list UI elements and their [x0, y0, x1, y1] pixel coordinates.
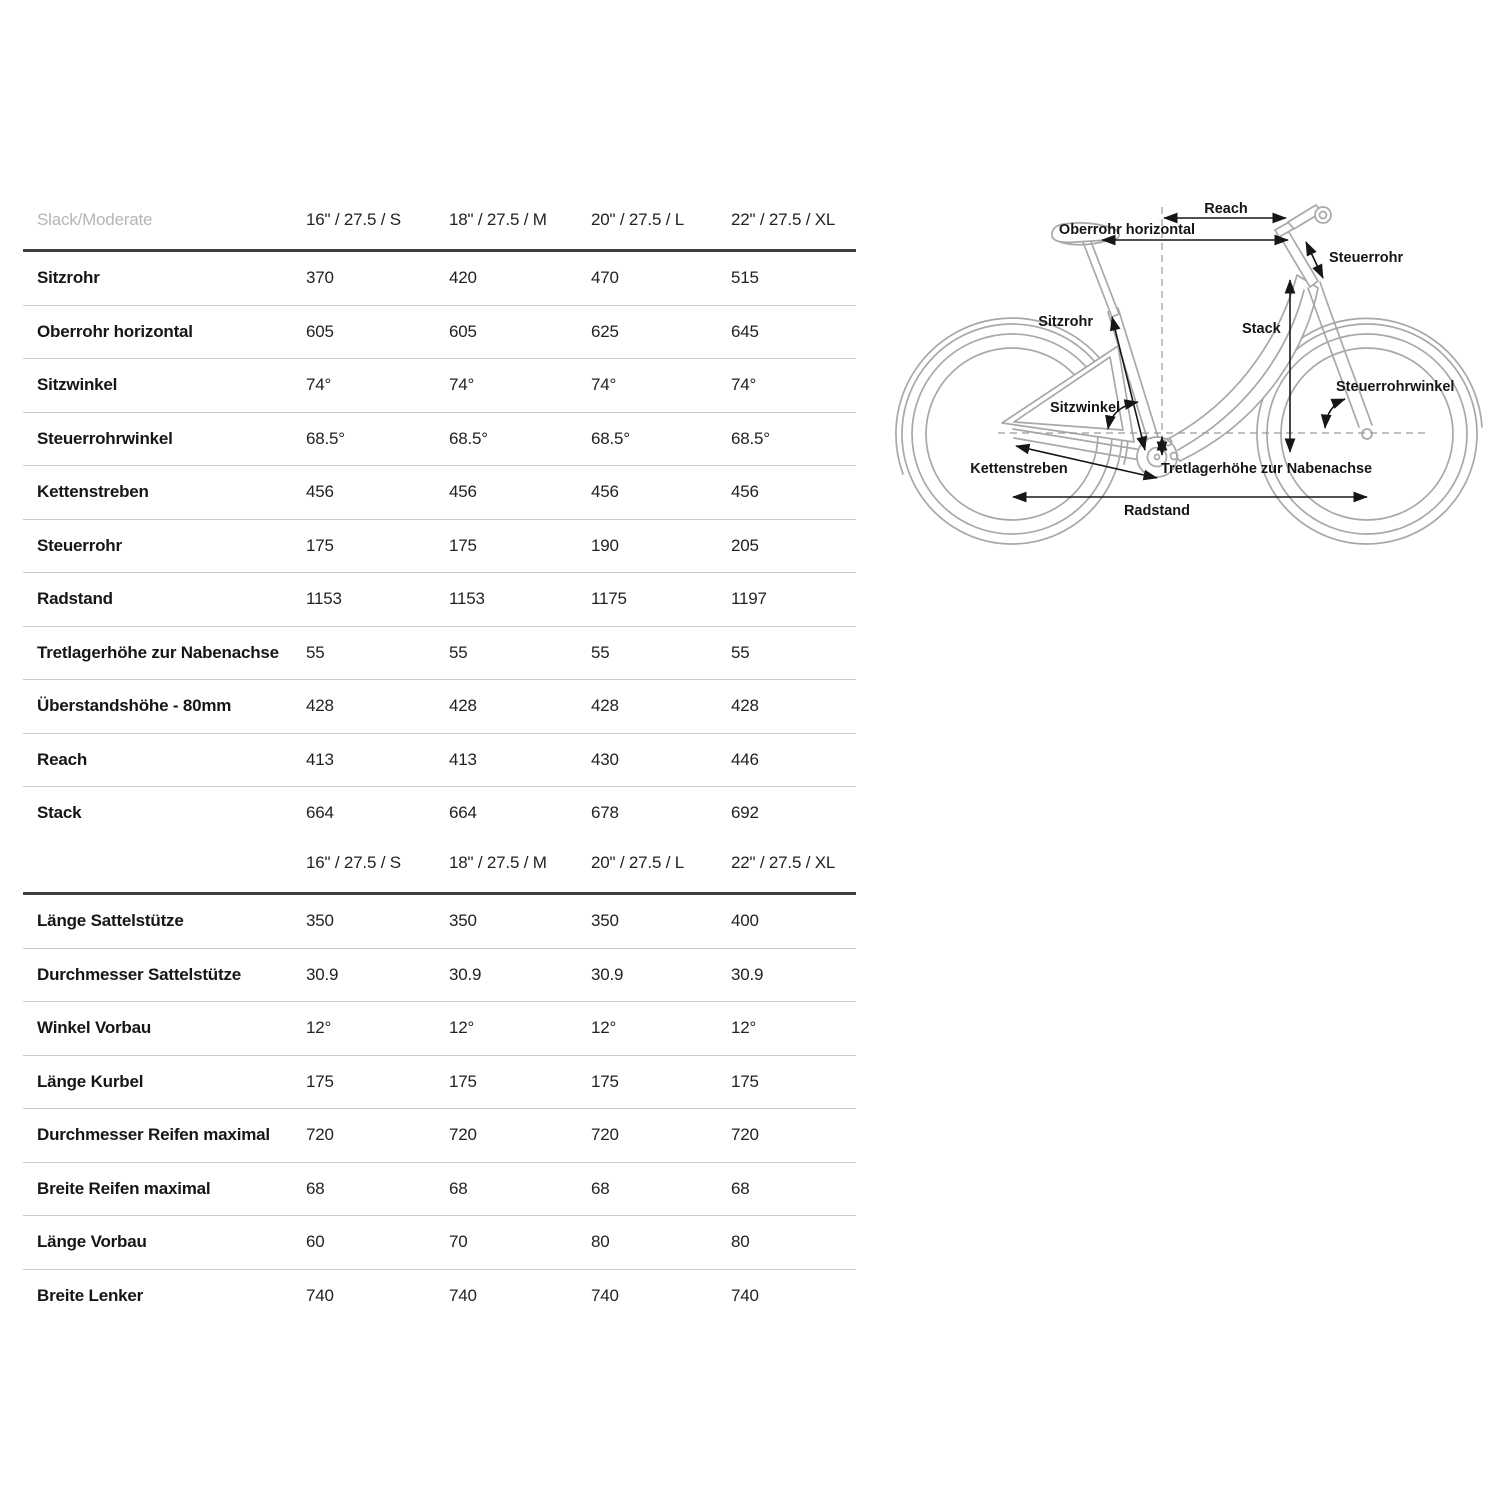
cell-value: 55 — [591, 642, 610, 662]
cell-value: 68.5° — [306, 428, 345, 448]
cell-value: 428 — [731, 696, 759, 716]
table-row — [23, 1163, 856, 1217]
cell-value: 1153 — [449, 589, 485, 609]
cell-value: 70 — [449, 1232, 468, 1252]
column-header: 18" / 27.5 / M — [449, 852, 547, 872]
diagram-label-steuerrohrwinkel: Steuerrohrwinkel — [1336, 379, 1455, 395]
column-header: 22" / 27.5 / XL — [731, 852, 836, 872]
cell-value: 205 — [731, 535, 759, 555]
cell-value: 605 — [449, 321, 477, 341]
row-label: Winkel Vorbau — [37, 1018, 152, 1038]
cell-value: 74° — [591, 375, 617, 395]
cell-value: 30.9 — [449, 964, 482, 984]
cell-value: 1153 — [306, 589, 342, 609]
cell-value: 1175 — [591, 589, 627, 609]
row-label: Reach — [37, 749, 88, 769]
cell-value: 30.9 — [591, 964, 624, 984]
cell-value: 12° — [306, 1018, 332, 1038]
cell-value: 55 — [449, 642, 468, 662]
cell-value: 74° — [449, 375, 475, 395]
table-row — [23, 680, 856, 734]
row-label: Länge Vorbau — [37, 1232, 147, 1252]
row-label: Radstand — [37, 589, 113, 609]
cell-value: 664 — [449, 803, 477, 823]
cell-value: 400 — [731, 911, 759, 931]
cell-value: 175 — [449, 1071, 477, 1091]
cell-value: 68.5° — [731, 428, 770, 448]
cell-value: 175 — [591, 1071, 619, 1091]
row-label: Steuerrohrwinkel — [37, 428, 173, 448]
cell-value: 68 — [731, 1178, 750, 1198]
cell-value: 68 — [591, 1178, 610, 1198]
row-label: Sitzrohr — [37, 268, 100, 288]
cell-value: 55 — [306, 642, 325, 662]
row-label: Überstandshöhe - 80mm — [37, 696, 232, 716]
table-row — [23, 466, 856, 520]
cell-value: 446 — [731, 749, 759, 769]
row-label: Kettenstreben — [37, 482, 149, 502]
table-row — [23, 1270, 856, 1323]
bike-geometry-diagram — [880, 180, 1500, 580]
cell-value: 175 — [306, 535, 334, 555]
table-row — [23, 787, 856, 840]
cell-value: 350 — [306, 911, 334, 931]
diagram-label-sitzwinkel: Sitzwinkel — [1049, 400, 1121, 416]
row-label: Oberrohr horizontal — [37, 321, 193, 341]
cell-value: 68.5° — [449, 428, 488, 448]
cell-value: 68.5° — [591, 428, 630, 448]
column-header: 20" / 27.5 / L — [591, 852, 685, 872]
row-label: Steuerrohr — [37, 535, 122, 555]
diagram-label-oberrohr: Oberrohr horizontal — [1058, 222, 1196, 238]
cell-value: 456 — [449, 482, 477, 502]
table-header-row — [23, 833, 856, 895]
cell-value: 413 — [306, 749, 334, 769]
row-label: Tretlagerhöhe zur Nabenachse — [37, 642, 279, 662]
cell-value: 740 — [306, 1285, 334, 1305]
cell-value: 55 — [731, 642, 750, 662]
cell-value: 68 — [306, 1178, 325, 1198]
diagram-label-steuerrohr: Steuerrohr — [1329, 250, 1404, 266]
cell-value: 645 — [731, 321, 759, 341]
cell-value: 413 — [449, 749, 477, 769]
row-label: Sitzwinkel — [37, 375, 118, 395]
cell-value: 74° — [731, 375, 757, 395]
table-row — [23, 1002, 856, 1056]
cell-value: 430 — [591, 749, 619, 769]
table-row — [23, 627, 856, 681]
header-corner-label: Slack/Moderate — [37, 209, 153, 229]
row-label: Breite Lenker — [37, 1285, 144, 1305]
cell-value: 80 — [591, 1232, 610, 1252]
cell-value: 428 — [591, 696, 619, 716]
row-label: Länge Kurbel — [37, 1071, 144, 1091]
cell-value: 12° — [449, 1018, 475, 1038]
row-label: Länge Sattelstütze — [37, 911, 184, 931]
cell-value: 456 — [306, 482, 334, 502]
table-row — [23, 359, 856, 413]
diagram-label-kettenstreben: Kettenstreben — [970, 461, 1068, 477]
cell-value: 350 — [591, 911, 619, 931]
cell-value: 80 — [731, 1232, 750, 1252]
cell-value: 605 — [306, 321, 334, 341]
cell-value: 456 — [591, 482, 619, 502]
table-row — [23, 413, 856, 467]
cell-value: 720 — [449, 1125, 477, 1145]
cell-value: 515 — [731, 268, 759, 288]
diagram-label-tretlagerhoehe: Tretlagerhöhe zur Nabenachse — [1161, 461, 1373, 477]
cell-value: 190 — [591, 535, 619, 555]
cell-value: 74° — [306, 375, 332, 395]
column-header: 22" / 27.5 / XL — [731, 209, 836, 229]
column-header: 16" / 27.5 / S — [306, 852, 401, 872]
diagram-label-sitzrohr: Sitzrohr — [1038, 314, 1093, 330]
table-header-row — [23, 190, 856, 252]
cell-value: 720 — [731, 1125, 759, 1145]
cell-value: 428 — [306, 696, 334, 716]
column-header: 16" / 27.5 / S — [306, 209, 401, 229]
row-label: Durchmesser Reifen maximal — [37, 1125, 270, 1145]
table-row — [23, 252, 856, 306]
cell-value: 720 — [306, 1125, 334, 1145]
cell-value: 175 — [731, 1071, 759, 1091]
row-label: Breite Reifen maximal — [37, 1178, 211, 1198]
cell-value: 740 — [591, 1285, 619, 1305]
cell-value: 175 — [449, 535, 477, 555]
cell-value: 740 — [731, 1285, 759, 1305]
cell-value: 1197 — [731, 589, 767, 609]
column-header: 20" / 27.5 / L — [591, 209, 685, 229]
cell-value: 370 — [306, 268, 334, 288]
cell-value: 625 — [591, 321, 619, 341]
cell-value: 678 — [591, 803, 619, 823]
cell-value: 12° — [731, 1018, 757, 1038]
cell-value: 428 — [449, 696, 477, 716]
cell-value: 456 — [731, 482, 759, 502]
diagram-label-radstand: Radstand — [1123, 503, 1191, 519]
cell-value: 720 — [591, 1125, 619, 1145]
column-header: 18" / 27.5 / M — [449, 209, 547, 229]
steuerrohrwinkel-arc — [1325, 399, 1345, 428]
table-row — [23, 573, 856, 627]
row-label: Durchmesser Sattelstütze — [37, 964, 241, 984]
cell-value: 350 — [449, 911, 477, 931]
cell-value: 470 — [591, 268, 619, 288]
cell-value: 692 — [731, 803, 759, 823]
cell-value: 12° — [591, 1018, 617, 1038]
table-row — [23, 520, 856, 574]
row-label: Stack — [37, 803, 82, 823]
table-row — [23, 949, 856, 1003]
cell-value: 420 — [449, 268, 477, 288]
table-row — [23, 734, 856, 788]
table-row — [23, 306, 856, 360]
cell-value: 175 — [306, 1071, 334, 1091]
table-row — [23, 1056, 856, 1110]
table-row — [23, 895, 856, 949]
cell-value: 664 — [306, 803, 334, 823]
cell-value: 68 — [449, 1178, 468, 1198]
geometry-table-primary — [23, 190, 856, 840]
table-row — [23, 1109, 856, 1163]
handlebar-grip — [1315, 207, 1331, 223]
cell-value: 30.9 — [306, 964, 339, 984]
cell-value: 30.9 — [731, 964, 764, 984]
diagram-label-reach: Reach — [1204, 201, 1248, 217]
cell-value: 740 — [449, 1285, 477, 1305]
geometry-table-secondary — [23, 833, 856, 1322]
cell-value: 60 — [306, 1232, 325, 1252]
front-dropout — [1362, 429, 1372, 439]
table-row — [23, 1216, 856, 1270]
seatpost — [1081, 234, 1119, 317]
diagram-label-stack: Stack — [1242, 321, 1281, 337]
